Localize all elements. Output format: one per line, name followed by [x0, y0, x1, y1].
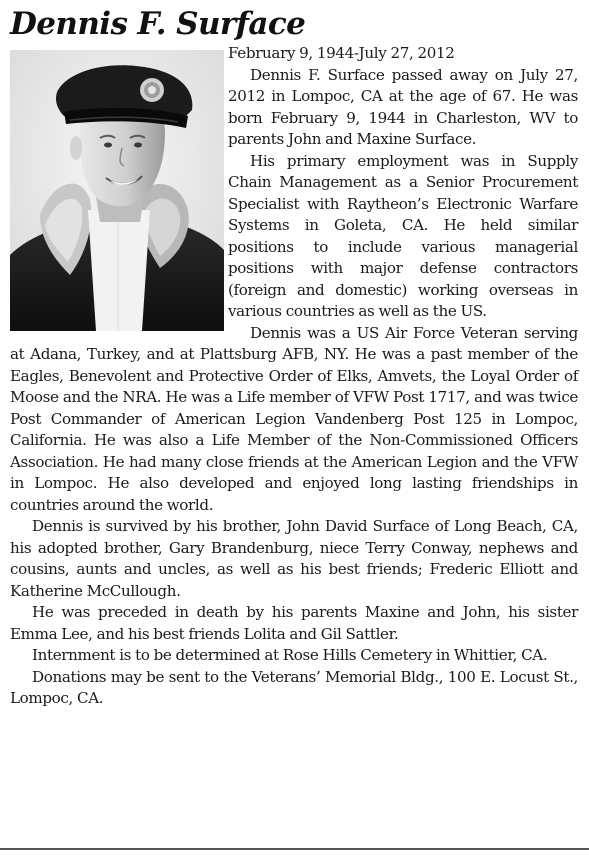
bottom-divider [0, 848, 589, 850]
obituary-headline: Dennis F. Surface [10, 6, 306, 42]
paragraph-employment: His primary employment was in Supply Chain Management as a Senior Procurement Specialist with Raytheon’s Electronic Warfare Systems in Goleta, CA. He held similar positions to include various managerial positions with major defense contractors (foreign and domestic) working overseas in various countries as well as the US. [228, 151, 578, 320]
paragraph-preceded-in-death: He was preceded in death by his parents Maxine and John, his sister Emma Lee, and his best friends Lolita and Gil Sattler. [10, 603, 578, 643]
obituary-dates: February 9, 1944-July 27, 2012 [228, 44, 455, 62]
paragraph-internment: Internment is to be determined at Rose Hills Cemetery in Whittier, CA. [32, 646, 548, 664]
paragraph-death-and-birth: Dennis F. Surface passed away on July 27, 2012 in Lompoc, CA at the age of 67. He was born February 9, 1944 in Charleston, WV to parents John and Maxine Surface. [228, 65, 578, 148]
obituary-body [10, 43, 578, 710]
paragraph-survivors: Dennis is survived by his brother, John David Surface of Long Beach, CA, his adopted brother, Gary Brandenburg, niece Terry Conway, nephews and cousins, aunts and uncles, as well as his best friends; Frederic Elliott and Katherine McCullough. [10, 517, 578, 600]
paragraph-donations: Donations may be sent to the Veterans’ Memorial Bldg., 100 E. Locust St., Lompoc, CA. [10, 667, 578, 707]
paragraph-military-and-memberships: Dennis was a US Air Force Veteran serving at Adana, Turkey, and at Plattsburg AFB, NY. He was a past member of the Eagles, Benevolent and Protective Order of Elks, Amvets, the Loyal Order of Moose and the NRA. He was a Life member of VFW Post 1717, and was twice Post Commander of American Legion Vandenberg Post 125 in Lompoc, California. He was also a Life Member of the Non-Commissioned Officers Association. He had many close friends at the American Legion and the VFW in Lompoc. He also developed and enjoyed long lasting friendships in countries around the world. [10, 323, 578, 514]
photo-float-spacer [10, 43, 228, 333]
